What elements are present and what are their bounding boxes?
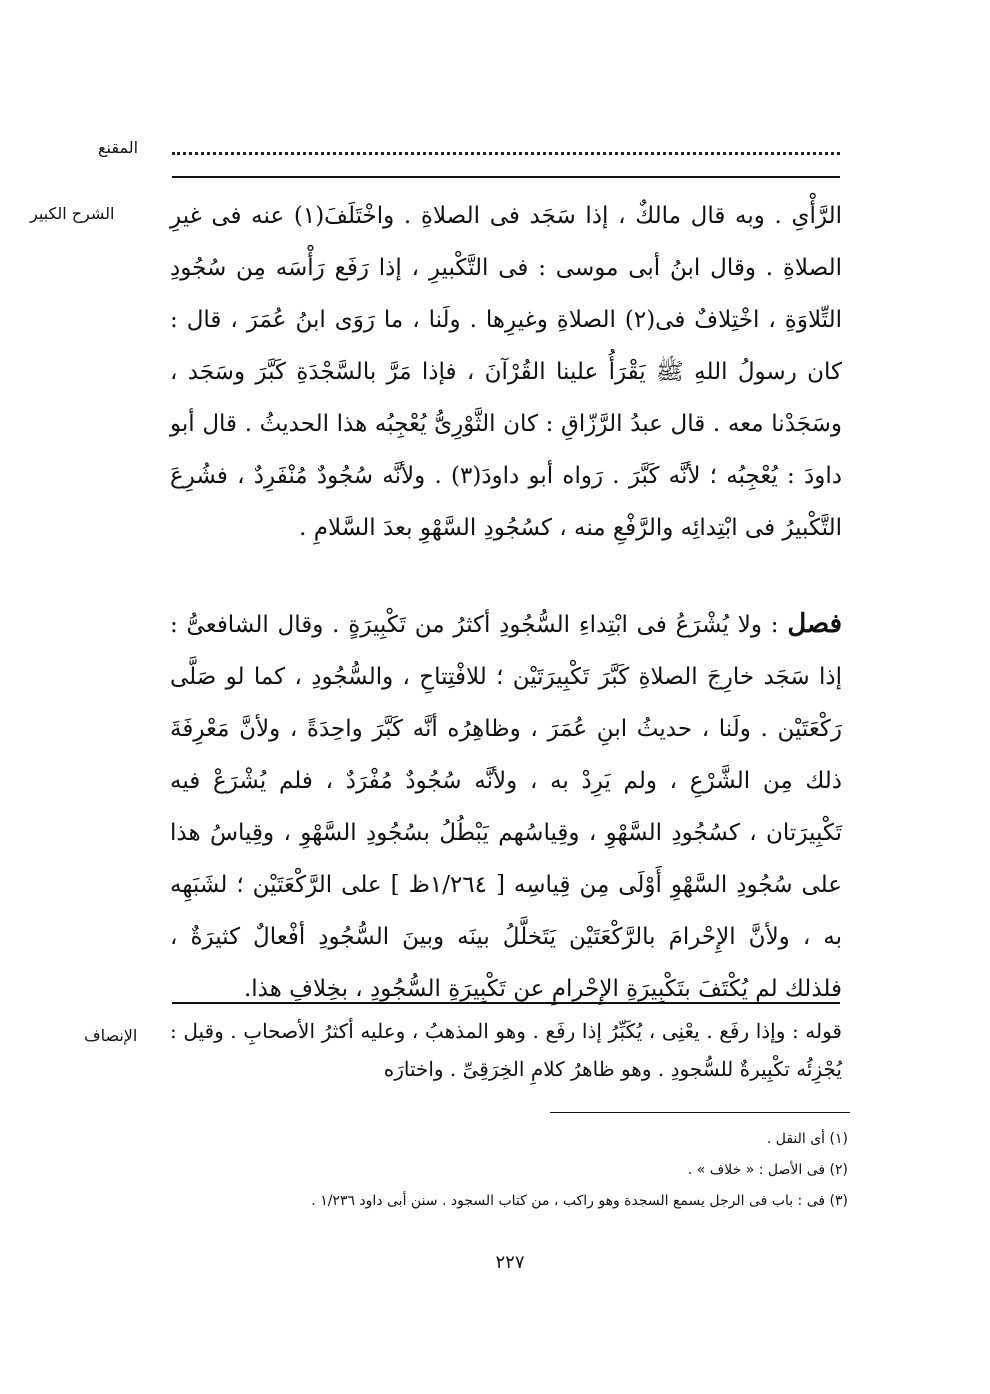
sharh-margin-label: الشرح الكبير <box>30 204 115 223</box>
sharh-paragraph: الرَّأْىِ . وبه قال مالكٌ ، إذا سَجَد فى الصلاةِ . واخْتَلَفَ(١) عنه فى غيرِ الصلاةِ . وقال ابنُ أبى موسى : فى التَّكْبيرِ ، إذا رَفَع رَأْسَه مِن سُجُودِ التِّلاوَةِ ، اخْتِلافٌ فى(٢) الصلاةِ وغيرِها . ولَنا ، ما رَوَى ابنُ عُمَرَ ، قال : كان رسولُ اللهِ ﷺ يَقْرَأُ علينا القُرْآنَ ، فإذا مَرَّ بالسَّجْدَةِ كَبَّرَ وسَجَد ، وسَجَدْنا معه . قال عبدُ الرَّزّاقِ : كان الثَّوْرِىُّ يُعْجِبُه هذا الحديثُ . قال أبو داودَ : يُعْجِبُه ؛ لأنَّه كَبَّرَ . رَواه أبو داودَ(٣) . ولأنَّه سُجُودٌ مُنْفَرِدٌ ، فشُرِعَ التَّكْبيرُ فى ابْتِدائِه والرَّفْعِ منه ، كسُجُودِ السَّهْوِ بعدَ السَّلامِ . <box>170 203 842 541</box>
footnotes <box>170 1124 848 1217</box>
dotted-separator <box>172 138 840 155</box>
page-number: ٢٢٧ <box>495 1252 525 1273</box>
insaf-margin-label: الإنصاف <box>84 1026 138 1045</box>
insaf-separator-rule <box>172 1002 840 1004</box>
footnote-1: (١) أى النقل . <box>766 1131 848 1147</box>
insaf-paragraph: قوله : وإذا رفَع . يعْنِى ، يُكَبِّرُ إذا رفَع . وهو المذهبُ ، وعليه أكثرُ الأصحابِ . وقيل : يُجْزِئُه تكْبِيرةٌ للسُّجودِ . وهو ظاهرُ كلامِ الخِرَقِىِّ . واختارَه <box>170 1019 842 1081</box>
muqni-margin-label: المقنع <box>98 138 139 157</box>
footnote-2: (٢) فى الأصل : « خلاف » . <box>687 1162 848 1178</box>
footnote-rule <box>550 1112 850 1113</box>
fasl-heading: فصل <box>787 609 842 639</box>
top-rule <box>172 176 840 178</box>
footnote-3: (٣) فى : باب فى الرجل يسمع السجدة وهو راكب ، من كتاب السجود . سنن أبى داود ١/٢٣٦ . <box>311 1193 848 1209</box>
fasl-body: : ولا يُشْرَعُ فى ابْتِداءِ السُّجُودِ أكثرُ من تَكْبِيرَةٍ . وقال الشافعىُّ : إذا سَجَد خارِجَ الصلاةِ كَبَّرَ تَكْبِيرَتَيْن ؛ للافْتِتاحِ ، والسُّجُودِ ، كما لو صَلَّى رَكْعَتَيْن . ولَنا ، حديثُ ابنِ عُمَرَ ، وظاهِرُه أنَّه كَبَّرَ واحِدَةً ، ولأنَّ مَعْرِفَةَ ذلك مِن الشَّرْعِ ، ولم يَرِدْ به ، ولأنَّه سُجُودٌ مُفْرَدٌ ، فلم يُشْرَعْ فيه تَكْبِيرَتان ، كسُجُودِ السَّهْوِ ، وقِياسُهم يَبْطُلُ بسُجُودِ السَّهْوِ ، وقِياسُ هذا على سُجُودِ السَّهْوِ أَوْلَى مِن قِياسِه [ ١/٢٦٤ظ ] على الرَّكْعَتَيْن ؛ لشَبَهِه به ، ولأنَّ الإِحْرامَ بالرَّكْعَتَيْن يَتَخلَّلُ بينَه وبينَ السُّجُودِ أفْعالٌ كثيرَةٌ ، فلذلك لم يُكْتَفَ بتَكْبِيرَةِ الإِحْرامِ عن تَكْبِيرَةِ السُّجُودِ ، بخِلافِ هذا. <box>170 612 842 1002</box>
fasl-paragraph <box>170 598 842 1002</box>
